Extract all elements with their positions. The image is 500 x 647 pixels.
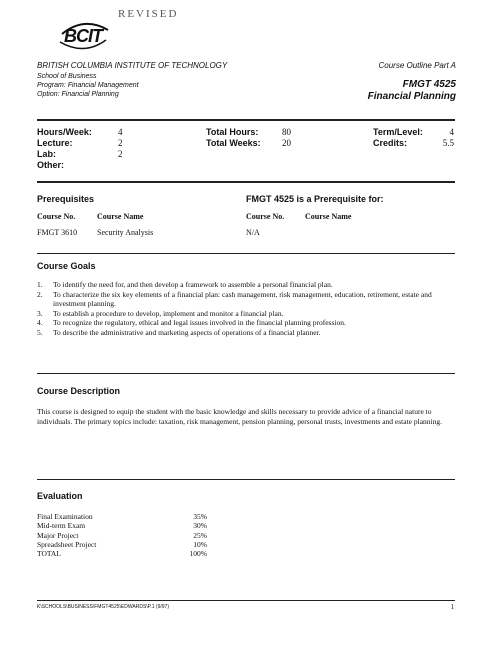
hours-week-value: 4 [118, 127, 123, 137]
total-hours-label: Total Hours: [206, 127, 259, 137]
goal-item [37, 318, 457, 328]
credits-label: Credits: [373, 138, 408, 148]
term-level-value: 4 [449, 127, 454, 137]
goal-item [37, 328, 457, 338]
goal-item [37, 290, 457, 309]
lecture-label: Lecture: [37, 138, 73, 148]
total-hours-value: 80 [282, 127, 291, 137]
evaluation-row [37, 512, 207, 521]
goal-number: 2. [37, 289, 43, 299]
goal-text: To describe the administrative and marketing aspects of operations of a financial planner. [53, 327, 321, 337]
divider [37, 119, 455, 121]
prereq-col-course-no: Course No. [37, 212, 76, 221]
divider [37, 479, 455, 480]
evaluation-label: Mid-term Exam [37, 521, 86, 531]
divider [37, 600, 455, 601]
evaluation-value: 100% [189, 549, 207, 559]
evaluation-label: Major Project [37, 530, 79, 540]
goal-number: 5. [37, 327, 43, 337]
course-description-heading: Course Description [37, 386, 121, 396]
prereq-course-name: Security Analysis [97, 228, 154, 237]
evaluation-row [37, 540, 207, 549]
bcit-logo [58, 20, 110, 52]
evaluation-label: Spreadsheet Project [37, 539, 97, 549]
footer-file-path: K\SCHOOLS\BUSINESS\FMGT4525\EDWARDS\P.1 (9/97) [37, 604, 169, 610]
evaluation-value: 10% [193, 539, 207, 549]
prereq-col-course-name: Course Name [97, 212, 144, 221]
option-name: Option: Financial Planning [37, 91, 119, 98]
lab-value: 2 [118, 149, 123, 159]
lab-label: Lab: [37, 149, 56, 159]
course-code: FMGT 4525 [402, 79, 456, 90]
divider [37, 253, 455, 254]
goal-number: 4. [37, 318, 43, 327]
goal-text: To establish a procedure to develop, implement and monitor a financial plan. [53, 308, 284, 318]
is-prereq-value: N/A [246, 228, 260, 237]
evaluation-row [37, 549, 207, 558]
outline-part: Course Outline Part A [378, 61, 456, 70]
prerequisites-heading: Prerequisites [37, 194, 95, 204]
goal-item [37, 280, 457, 290]
is-prereq-col-course-no: Course No. [246, 212, 285, 221]
goal-text: To identify the need for, and then develop a framework to assemble a personal financial plan. [53, 280, 333, 289]
institute-name: BRITISH COLUMBIA INSTITUTE OF TECHNOLOGY [37, 61, 228, 70]
is-prereq-col-course-name: Course Name [305, 212, 352, 221]
other-label: Other: [37, 160, 64, 170]
total-weeks-value: 20 [282, 138, 291, 148]
course-title: Financial Planning [367, 91, 456, 102]
is-prereq-heading: FMGT 4525 is a Prerequisite for: [246, 194, 384, 204]
goal-item [37, 309, 457, 319]
evaluation-value: 30% [193, 521, 207, 531]
goal-number: 1. [37, 280, 43, 289]
credits-value: 5.5 [442, 138, 454, 148]
divider [37, 373, 455, 374]
course-description-text: This course is designed to equip the student with the basic knowledge and skills necessary to provide advice of a financial nature to individuals. The primary topics include: taxation, risk management, pension planning, personal trusts, investments and estate planning. [37, 407, 442, 426]
prereq-course-no: FMGT 3610 [37, 228, 78, 237]
logo-text: BCIT [64, 26, 102, 46]
divider [37, 181, 455, 183]
course-goals-list [37, 280, 457, 337]
evaluation-value: 35% [193, 512, 207, 521]
evaluation-label: TOTAL [37, 549, 61, 559]
goal-text: To recognize the regulatory, ethical and legal issues involved in the financial planning profession. [53, 318, 346, 327]
evaluation-table [37, 512, 207, 558]
evaluation-heading: Evaluation [37, 491, 83, 501]
hours-week-label: Hours/Week: [37, 127, 92, 137]
goal-number: 3. [37, 308, 43, 318]
evaluation-row [37, 521, 207, 530]
evaluation-label: Final Examination [37, 512, 93, 521]
course-goals-heading: Course Goals [37, 261, 96, 271]
school-name: School of Business [37, 73, 97, 80]
page-number: 1 [450, 603, 454, 611]
lecture-value: 2 [118, 138, 123, 148]
goal-text: To characterize the six key elements of a financial plan: cash management, risk management, education, retirement, estate and investment planning. [53, 289, 432, 308]
evaluation-row [37, 531, 207, 540]
program-name: Program: Financial Management [37, 82, 139, 89]
total-weeks-label: Total Weeks: [206, 138, 261, 148]
evaluation-value: 25% [193, 530, 207, 540]
revised-stamp: REVISED [118, 8, 179, 20]
term-level-label: Term/Level: [373, 127, 423, 137]
